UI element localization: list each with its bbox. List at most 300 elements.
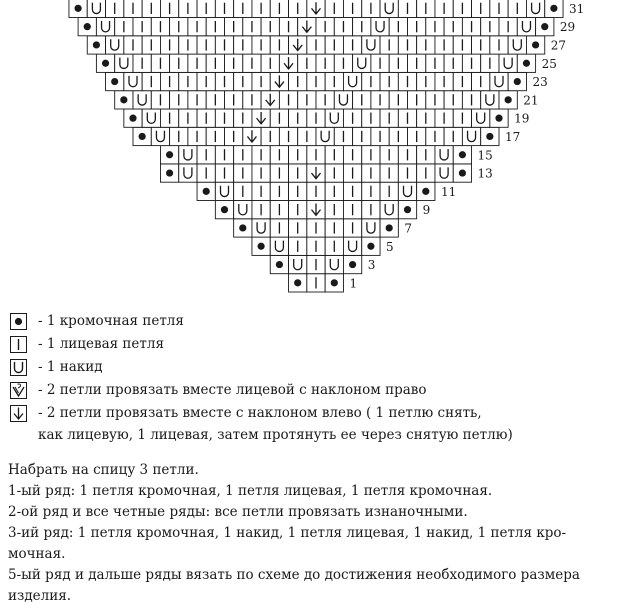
row-number: 13	[477, 166, 493, 181]
chart-cell	[188, 127, 206, 145]
chart-cell	[453, 109, 471, 127]
chart-cell	[362, 219, 380, 237]
chart-cell	[151, 91, 169, 109]
chart-cell	[426, 127, 444, 145]
chart-grid	[0, 0, 640, 300]
chart-cell	[435, 146, 453, 164]
chart-cell	[124, 36, 142, 54]
chart-cell	[289, 146, 307, 164]
chart-row	[124, 109, 508, 127]
chart-cell	[215, 109, 233, 127]
chart-cell	[408, 127, 426, 145]
chart-cell	[270, 109, 288, 127]
chart-cell	[490, 109, 508, 127]
chart-cell	[133, 127, 151, 145]
chart-cell	[417, 72, 435, 90]
chart-cell	[453, 36, 471, 54]
chart-cell	[215, 182, 233, 200]
chart-cell	[481, 127, 499, 145]
chart-cell	[435, 72, 453, 90]
chart-cell	[398, 201, 416, 219]
chart-cell	[462, 18, 480, 36]
chart-cell	[472, 72, 490, 90]
chart-cell	[417, 146, 435, 164]
chart-cell	[490, 0, 508, 17]
instructions	[8, 460, 632, 607]
chart-cell	[408, 18, 426, 36]
chart-cell	[316, 18, 334, 36]
chart-cell	[508, 36, 526, 54]
chart-cell	[325, 164, 343, 182]
chart-cell	[298, 91, 316, 109]
chart-cell	[380, 164, 398, 182]
chart-cell	[142, 0, 160, 17]
chart-cell	[426, 91, 444, 109]
edge-stitch-icon	[221, 206, 228, 213]
edge-stitch-icon	[276, 261, 283, 268]
row-number: 1	[349, 276, 358, 291]
instruction-line: мочная.	[8, 546, 66, 562]
chart-cell	[462, 91, 480, 109]
chart-row	[87, 36, 545, 54]
chart-cell	[215, 72, 233, 90]
knit-stitch-icon	[10, 336, 27, 353]
chart-cell	[170, 91, 188, 109]
chart-cell	[279, 127, 297, 145]
chart-cell	[435, 36, 453, 54]
chart-cell	[472, 36, 490, 54]
chart-cell	[289, 201, 307, 219]
edge-stitch-icon	[294, 279, 301, 286]
chart-cell	[197, 182, 215, 200]
chart-cell	[289, 0, 307, 17]
chart-cell	[389, 127, 407, 145]
chart-cell	[243, 91, 261, 109]
chart-cell	[234, 201, 252, 219]
chart-cell	[170, 18, 188, 36]
row-number: 31	[569, 1, 585, 16]
edge-stitch-icon	[93, 41, 100, 48]
edge-stitch-icon	[386, 224, 393, 231]
chart-cell	[261, 54, 279, 72]
chart-cell	[325, 237, 343, 255]
edge-stitch-icon	[84, 23, 91, 30]
chart-cell	[289, 72, 307, 90]
legend-text-k2tog-right: - 2 петли провязать вместе лицевой с наклоном право	[38, 382, 427, 398]
chart-cell	[517, 54, 535, 72]
chart-cell	[298, 18, 316, 36]
chart-cell	[343, 237, 361, 255]
chart-row	[133, 127, 499, 145]
chart-cell	[316, 54, 334, 72]
row-number: 29	[559, 20, 576, 35]
chart-cell	[343, 201, 361, 219]
chart-cell	[408, 91, 426, 109]
chart-cell	[371, 91, 389, 109]
chart-cell	[362, 146, 380, 164]
chart-cell	[289, 109, 307, 127]
chart-cell	[481, 54, 499, 72]
chart-cell	[206, 127, 224, 145]
chart-cell	[334, 18, 352, 36]
legend-item-knit	[8, 333, 628, 356]
chart-cell	[444, 91, 462, 109]
chart-cell	[362, 0, 380, 17]
chart-cell	[526, 0, 544, 17]
chart-cell	[417, 36, 435, 54]
chart-cell	[307, 72, 325, 90]
chart-cell	[362, 109, 380, 127]
chart-cell	[96, 54, 114, 72]
edge-stitch-icon	[459, 169, 466, 176]
chart-cell	[206, 18, 224, 36]
row-number: 27	[550, 38, 567, 53]
edge-stitch-icon	[75, 5, 82, 12]
chart-cell	[197, 0, 215, 17]
chart-cell	[151, 18, 169, 36]
chart-cell	[325, 255, 343, 273]
chart-cell	[124, 109, 142, 127]
chart-cell	[142, 36, 160, 54]
chart-cell	[453, 72, 471, 90]
chart-row	[96, 54, 535, 72]
edge-stitch-icon	[459, 151, 466, 158]
edge-stitch-icon	[120, 96, 127, 103]
chart-cell	[334, 54, 352, 72]
edge-stitch-icon	[129, 115, 136, 122]
chart-cell	[215, 36, 233, 54]
chart-cell	[252, 72, 270, 90]
instruction-line: 3-ий ряд: 1 петля кромочная, 1 накид, 1 петля лицевая, 1 накид, 1 петля кро-	[8, 525, 567, 541]
chart-cell	[197, 109, 215, 127]
chart-cell	[307, 219, 325, 237]
chart-cell	[289, 274, 307, 292]
edge-stitch-icon	[541, 23, 548, 30]
chart-cell	[179, 109, 197, 127]
chart-cell	[106, 0, 124, 17]
chart-cell	[289, 164, 307, 182]
chart-cell	[343, 36, 361, 54]
chart-row	[78, 18, 554, 36]
chart-cell	[270, 182, 288, 200]
chart-cell	[334, 127, 352, 145]
chart-cell	[517, 18, 535, 36]
chart-cell	[398, 72, 416, 90]
chart-cell	[325, 274, 343, 292]
chart-cell	[298, 127, 316, 145]
chart-cell	[106, 72, 124, 90]
chart-cell	[142, 109, 160, 127]
chart-cell	[472, 109, 490, 127]
k2tog-left-icon	[10, 405, 27, 422]
chart-cell	[252, 146, 270, 164]
chart-cell	[289, 237, 307, 255]
chart-cell	[215, 201, 233, 219]
chart-cell	[69, 0, 87, 17]
row-number: 7	[404, 221, 412, 236]
chart-cell	[380, 219, 398, 237]
chart-cell	[206, 91, 224, 109]
chart-cell	[124, 0, 142, 17]
chart-cell	[115, 18, 133, 36]
chart-cell	[115, 54, 133, 72]
chart-cell	[234, 164, 252, 182]
chart-cell	[270, 164, 288, 182]
chart-cell	[462, 54, 480, 72]
edge-stitch-icon	[349, 261, 356, 268]
chart-cell	[234, 72, 252, 90]
chart-row	[289, 274, 344, 292]
chart-cell	[87, 36, 105, 54]
chart-cell	[188, 91, 206, 109]
legend-text-knit: - 1 лицевая петля	[38, 336, 164, 352]
edge-stitch-icon	[258, 243, 265, 250]
chart-cell	[307, 36, 325, 54]
legend-item-k2tog-right	[8, 379, 628, 402]
row-number: 25	[541, 56, 557, 71]
edge-stitch-icon	[111, 78, 118, 85]
chart-cell	[307, 146, 325, 164]
chart-cell	[325, 182, 343, 200]
chart-cell	[252, 109, 270, 127]
chart-cell	[252, 0, 270, 17]
chart-cell	[316, 91, 334, 109]
edge-stitch-icon	[102, 60, 109, 67]
chart-cell	[398, 182, 416, 200]
chart-row	[197, 182, 435, 200]
chart-cell	[380, 0, 398, 17]
chart-cell	[499, 91, 517, 109]
chart-cell	[160, 36, 178, 54]
chart-cell	[444, 54, 462, 72]
chart-cell	[78, 18, 96, 36]
chart-cell	[270, 255, 288, 273]
chart-cell	[179, 146, 197, 164]
legend-item-k2tog-left	[8, 402, 628, 448]
chart-cell	[188, 18, 206, 36]
chart-cell	[325, 72, 343, 90]
chart-cell	[179, 0, 197, 17]
chart-cell	[243, 54, 261, 72]
edge-stitch-icon	[514, 78, 521, 85]
legend-text-edge: - 1 кромочная петля	[38, 313, 184, 329]
chart-cell	[398, 146, 416, 164]
chart-cell	[289, 255, 307, 273]
chart-cell	[343, 0, 361, 17]
chart-cell	[160, 109, 178, 127]
edge-stitch-icon	[523, 60, 530, 67]
chart-cell	[106, 36, 124, 54]
chart-cell	[343, 72, 361, 90]
chart-cell	[124, 72, 142, 90]
chart-cell	[225, 54, 243, 72]
chart-cell	[234, 219, 252, 237]
chart-cell	[490, 72, 508, 90]
chart-cell	[453, 164, 471, 182]
chart-cell	[453, 0, 471, 17]
chart-cell	[243, 127, 261, 145]
chart-cell	[307, 237, 325, 255]
chart-cell	[234, 109, 252, 127]
chart-cell	[444, 127, 462, 145]
chart-cell	[362, 72, 380, 90]
chart-cell	[160, 146, 178, 164]
chart-cell	[353, 18, 371, 36]
chart-cell	[261, 91, 279, 109]
k2tog-right-icon	[10, 382, 27, 399]
chart-cell	[545, 0, 563, 17]
legend-text-yarn-over: - 1 накид	[38, 359, 103, 375]
legend-item-edge	[8, 310, 628, 333]
chart-cell	[115, 91, 133, 109]
chart-cell	[133, 18, 151, 36]
chart-cell	[417, 109, 435, 127]
chart-cell	[96, 18, 114, 36]
chart-cell	[343, 164, 361, 182]
chart-cell	[343, 109, 361, 127]
chart-cell	[215, 0, 233, 17]
chart-cell	[289, 219, 307, 237]
chart-cell	[160, 0, 178, 17]
row-number: 23	[532, 75, 548, 90]
chart-cell	[380, 109, 398, 127]
knitting-chart	[0, 0, 640, 300]
chart-cell	[408, 54, 426, 72]
chart-cell	[389, 91, 407, 109]
chart-cell	[325, 0, 343, 17]
chart-cell	[133, 91, 151, 109]
chart-cell	[179, 36, 197, 54]
edge-stitch-icon	[166, 151, 173, 158]
chart-cell	[353, 54, 371, 72]
chart-row	[270, 255, 362, 273]
chart-cell	[499, 54, 517, 72]
chart-cell	[151, 54, 169, 72]
edge-stitch-icon	[422, 188, 429, 195]
instruction-line: Набрать на спицу 3 петли.	[8, 462, 199, 478]
chart-cell	[160, 164, 178, 182]
chart-cell	[343, 255, 361, 273]
chart-cell	[490, 36, 508, 54]
chart-cell	[133, 54, 151, 72]
chart-cell	[334, 91, 352, 109]
chart-cell	[234, 182, 252, 200]
chart-cell	[179, 164, 197, 182]
chart-row	[160, 146, 471, 164]
chart-cell	[170, 127, 188, 145]
row-number: 19	[514, 111, 530, 126]
chart-cell	[389, 54, 407, 72]
edge-stitch-icon	[367, 243, 374, 250]
chart-cell	[508, 0, 526, 17]
chart-cell	[499, 18, 517, 36]
row-number: 15	[477, 148, 493, 163]
edge-stitch-icon	[239, 224, 246, 231]
chart-cell	[289, 182, 307, 200]
chart-cell	[206, 54, 224, 72]
row-number: 21	[523, 93, 539, 108]
chart-cell	[362, 182, 380, 200]
legend-item-yarn-over	[8, 356, 628, 379]
chart-cell	[398, 109, 416, 127]
chart-cell	[243, 18, 261, 36]
chart-cell	[151, 127, 169, 145]
chart-cell	[279, 18, 297, 36]
chart-cell	[225, 127, 243, 145]
chart-cell	[234, 36, 252, 54]
chart-cell	[270, 201, 288, 219]
chart-cell	[435, 164, 453, 182]
chart-cell	[380, 72, 398, 90]
chart-cell	[362, 164, 380, 182]
chart-cell	[426, 18, 444, 36]
chart-cell	[307, 164, 325, 182]
chart-cell	[380, 201, 398, 219]
chart-cell	[343, 146, 361, 164]
chart-cell	[472, 0, 490, 17]
edge-stitch-icon	[550, 5, 557, 12]
chart-cell	[536, 18, 554, 36]
chart-cell	[343, 219, 361, 237]
chart-cell	[197, 146, 215, 164]
chart-cell	[325, 201, 343, 219]
chart-cell	[298, 54, 316, 72]
chart-row	[234, 219, 399, 237]
chart-cell	[307, 255, 325, 273]
instruction-line: 5-ый ряд и дальше ряды вязать по схеме до достижения необходимого размера	[8, 567, 580, 583]
edge-stitch-icon	[495, 115, 502, 122]
chart-cell	[270, 0, 288, 17]
instruction-line: изделия.	[8, 588, 72, 604]
chart-cell	[252, 237, 270, 255]
chart-cell	[197, 164, 215, 182]
chart-cell	[142, 72, 160, 90]
chart-cell	[435, 0, 453, 17]
chart-cell	[270, 146, 288, 164]
chart-cell	[307, 109, 325, 127]
chart-cell	[325, 219, 343, 237]
chart-cell	[87, 0, 105, 17]
chart-cell	[261, 18, 279, 36]
chart-cell	[252, 36, 270, 54]
instruction-line: 2-ой ряд и все четные ряды: все петли провязать изнаночными.	[8, 504, 468, 520]
chart-cell	[215, 146, 233, 164]
chart-cell	[279, 54, 297, 72]
chart-cell	[234, 0, 252, 17]
chart-cell	[362, 237, 380, 255]
row-number: 5	[386, 239, 394, 254]
chart-cell	[481, 91, 499, 109]
edge-stitch-icon	[532, 41, 539, 48]
chart-row	[69, 0, 563, 17]
chart-cell	[343, 182, 361, 200]
chart-cell	[362, 36, 380, 54]
chart-cell	[179, 72, 197, 90]
chart-cell	[526, 36, 544, 54]
chart-cell	[389, 18, 407, 36]
legend-text-k2tog-left: - 2 петли провязать вместе с наклоном влево ( 1 петлю снять,	[38, 405, 482, 421]
edge-stitch-icon	[486, 133, 493, 140]
chart-row	[215, 201, 416, 219]
chart-cell	[215, 164, 233, 182]
chart-cell	[170, 54, 188, 72]
chart-cell	[307, 182, 325, 200]
row-number: 9	[422, 203, 431, 218]
chart-cell	[481, 18, 499, 36]
chart-cell	[417, 164, 435, 182]
edge-stitch-icon	[331, 279, 338, 286]
row-number: 3	[367, 258, 376, 273]
